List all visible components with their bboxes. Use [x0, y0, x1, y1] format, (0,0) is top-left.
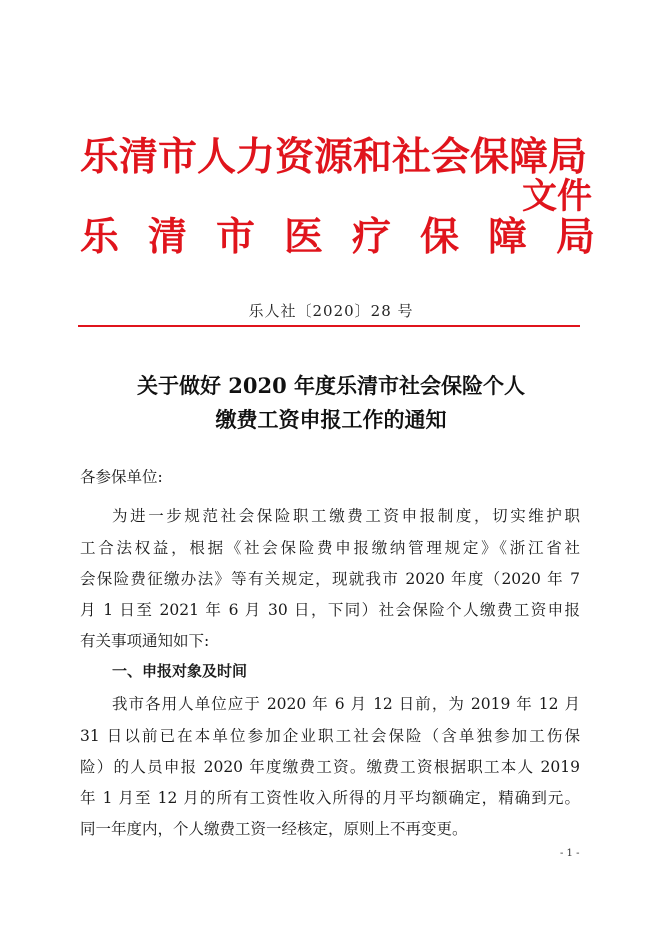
paragraph-line: 有关事项通知如下:	[80, 632, 210, 650]
document-type-label: 文件	[522, 176, 593, 217]
paragraph-line: 同一年度内，个人缴费工资一经核定，原则上不再变更。	[80, 820, 468, 838]
document-number: 乐人社〔2020〕28 号	[248, 302, 414, 320]
section-heading: 一、申报对象及时间	[112, 662, 248, 680]
red-divider	[78, 325, 580, 327]
document-title-line1: 关于做好 2020 年度乐清市社会保险个人	[136, 373, 526, 398]
paragraph-line: 为进一步规范社会保险职工缴费工资申报制度，切实维护职	[112, 507, 580, 525]
paragraph-line: 会保险费征缴办法》等有关规定，现就我市 2020 年度（2020 年 7	[80, 570, 580, 588]
paragraph-line: 年 1 月至 12 月的所有工资性收入所得的月平均额确定，精确到元。	[80, 789, 580, 807]
paragraph-line: 险）的人员申报 2020 年度缴费工资。缴费工资根据职工本人 2019	[80, 758, 580, 776]
paragraph-line: 31 日以前已在本单位参加企业职工社会保险（含单独参加工伤保	[80, 727, 580, 745]
document-title-line2: 缴费工资申报工作的通知	[215, 407, 447, 432]
page-number: - 1 -	[560, 848, 580, 859]
issuing-agency-medical-security: 乐清市医疗保障局	[80, 214, 625, 260]
paragraph-line: 工合法权益，根据《社会保险费申报缴纳管理规定》《浙江省社	[80, 539, 580, 557]
issuing-agency-hrss: 乐清市人力资源和社会保障局	[80, 134, 588, 180]
paragraph-line: 月 1 日至 2021 年 6 月 30 日，下同）社会保险个人缴费工资申报	[80, 601, 580, 619]
salutation: 各参保单位:	[80, 468, 163, 486]
paragraph-line: 我市各用人单位应于 2020 年 6 月 12 日前，为 2019 年 12 月	[112, 695, 580, 713]
